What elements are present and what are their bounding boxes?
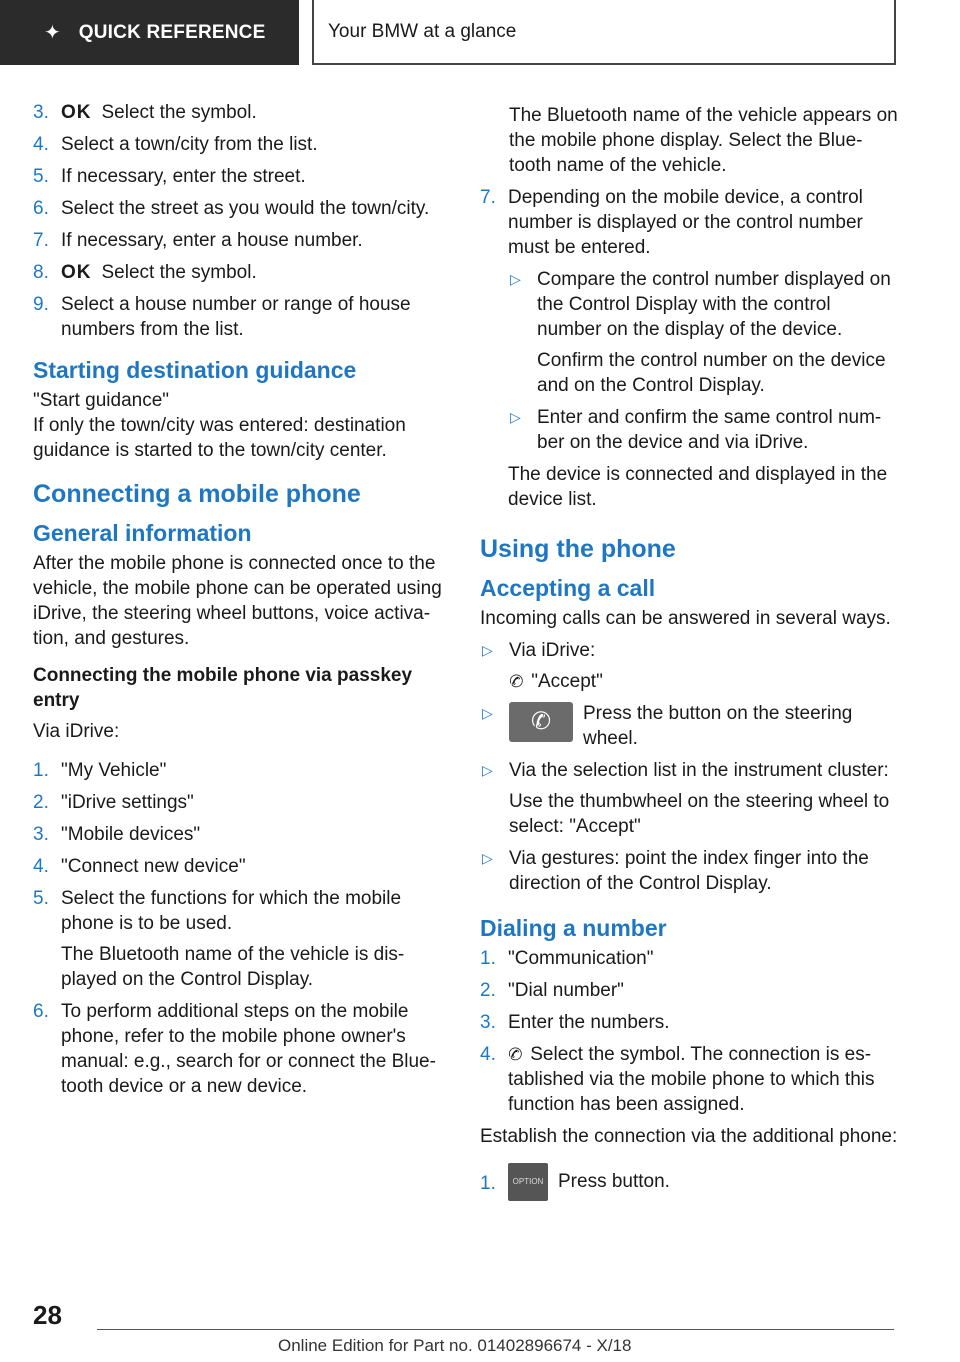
step-number: 1. xyxy=(480,1173,496,1194)
bullet-text: Via gestures: point the index finger into the direction of the Control Display. xyxy=(509,848,869,894)
list-item xyxy=(33,260,447,285)
list-item xyxy=(480,1042,900,1117)
via-idrive-label: Via iDrive: xyxy=(33,721,120,742)
list-item xyxy=(33,886,447,992)
step-number: 1. xyxy=(33,760,49,781)
bullet-item xyxy=(480,846,900,896)
list-item xyxy=(33,292,447,342)
step-number: 4. xyxy=(33,134,49,155)
list-item xyxy=(33,196,447,221)
list-item xyxy=(480,1010,900,1035)
start-quote: "Start guidance" xyxy=(33,390,170,411)
list-item xyxy=(480,1163,900,1201)
bullet-item xyxy=(508,405,900,455)
step-text: Select the functions for which the mobile phone is to be used. xyxy=(61,888,402,934)
list-item xyxy=(480,946,900,971)
step-text: "Dial number" xyxy=(508,980,624,1001)
bullet-triangle-icon: ▷ xyxy=(510,409,521,425)
bullet-triangle-icon: ▷ xyxy=(482,705,493,721)
step-number: 7. xyxy=(33,230,49,251)
right-column xyxy=(480,103,900,1208)
step-number: 3. xyxy=(33,102,49,123)
accept-intro: Incoming calls can be answered in several ways. xyxy=(480,608,891,629)
bullet-text: Via the selection list in the instrument cluster: xyxy=(509,760,889,781)
step-text: If necessary, enter the street. xyxy=(61,166,306,187)
step-number: 2. xyxy=(480,980,496,1001)
chapter-tab[interactable] xyxy=(312,0,896,65)
step-text: Select the street as you would the town/city. xyxy=(61,198,430,219)
step-text: Press button. xyxy=(558,1171,670,1193)
section-tab-label: QUICK REFERENCE xyxy=(78,21,266,43)
step-text: Select the symbol. xyxy=(101,102,257,123)
heading-general-information: General information xyxy=(33,520,252,546)
step-number: 7. xyxy=(480,187,496,208)
step-number: 3. xyxy=(33,824,49,845)
option-button-icon: OPTION xyxy=(508,1163,548,1201)
bullet-triangle-icon: ▷ xyxy=(510,271,521,287)
bullet-note: Use the thumbwheel on the steering wheel to select: "Accept" xyxy=(509,791,890,837)
step-text: If necessary, enter a house number. xyxy=(61,230,363,251)
phone-icon: ✆ xyxy=(505,1043,525,1066)
list-item xyxy=(33,854,447,879)
bullet-text: Via iDrive: xyxy=(509,640,596,661)
footer-divider xyxy=(97,1329,894,1330)
step-number: 9. xyxy=(33,294,49,315)
start-text: If only the town/city was entered: destination guidance is started to the town/city center. xyxy=(33,415,406,461)
list-item xyxy=(480,185,900,512)
bluetooth-text: The Bluetooth name of the vehicle appears on the mobile phone display. Select the Blue-tooth name of the vehicle. xyxy=(509,105,898,176)
bullet-text: Compare the control number displayed on the Control Display with the control number on the display of the device. xyxy=(537,269,891,340)
step-number: 4. xyxy=(33,856,49,877)
step-text: To perform additional steps on the mobile phone, refer to the mobile phone owner's manual: e.g., search for or connect the Blue-tooth device or a new device. xyxy=(61,1001,436,1097)
bullet-text: Press the button on the steering wheel. xyxy=(583,703,853,749)
step-number: 6. xyxy=(33,198,49,219)
bullet-note: Confirm the control number on the device and on the Control Display. xyxy=(537,350,886,396)
bullet-item xyxy=(480,758,900,839)
heading-accepting-call: Accepting a call xyxy=(480,575,656,601)
step-text: Depending on the mobile device, a control number is displayed or the control number must be entered. xyxy=(508,187,863,258)
step-text: Select a town/city from the list. xyxy=(61,134,318,155)
step-text: "My Vehicle" xyxy=(61,760,167,781)
step-text: "Mobile devices" xyxy=(61,824,201,845)
left-column xyxy=(33,100,447,1106)
list-item xyxy=(33,999,447,1099)
steering-wheel-phone-button-icon: ✆ xyxy=(509,702,573,742)
bullet-triangle-icon: ▷ xyxy=(482,850,493,866)
footer-edition: Online Edition for Part no. 01402896674 - X/18 xyxy=(278,1336,632,1355)
step-number: 3. xyxy=(480,1012,496,1033)
step-number: 5. xyxy=(33,888,49,909)
accept-quote: "Accept" xyxy=(531,671,603,692)
heading-connecting-phone: Connecting a mobile phone xyxy=(33,480,361,508)
heading-dialing-number: Dialing a number xyxy=(480,915,667,941)
bullet-triangle-icon: ▷ xyxy=(482,642,493,658)
section-tab[interactable] xyxy=(0,0,299,65)
list-item xyxy=(33,132,447,157)
heading-using-phone: Using the phone xyxy=(480,535,676,563)
general-text: After the mobile phone is connected once to the vehicle, the mobile phone can be operated using iDrive, the steering wheel buttons, voice activa-tion, and gestures. xyxy=(33,553,442,649)
ok-icon: OK xyxy=(61,102,92,123)
bullet-item xyxy=(480,638,900,694)
step-text: "iDrive settings" xyxy=(61,792,194,813)
bullet-item xyxy=(508,267,900,398)
list-item xyxy=(33,790,447,815)
phone-icon: ✆ xyxy=(506,670,526,693)
chapter-tab-label: Your BMW at a glance xyxy=(328,20,517,42)
step-note: The Bluetooth name of the vehicle is dis-played on the Control Display. xyxy=(61,944,405,990)
step-number: 1. xyxy=(480,948,496,969)
ok-icon: OK xyxy=(61,262,92,283)
bullet-text: Enter and confirm the same control num-ber on the device and via iDrive. xyxy=(537,407,882,453)
bullet-item xyxy=(480,701,900,751)
list-item xyxy=(480,978,900,1003)
step-text: Select a house number or range of house numbers from the list. xyxy=(61,294,411,340)
list-item xyxy=(33,100,447,125)
heading-passkey: Connecting the mobile phone via passkey entry xyxy=(33,665,413,711)
step-number: 6. xyxy=(33,1001,49,1022)
step-number: 8. xyxy=(33,262,49,283)
list-item xyxy=(33,228,447,253)
page-number: 28 xyxy=(33,1300,62,1330)
quick-reference-icon: ✦ xyxy=(44,22,61,44)
step-number: 5. xyxy=(33,166,49,187)
connected-text: The device is connected and displayed in the device list. xyxy=(508,464,888,510)
step-text: "Connect new device" xyxy=(61,856,246,877)
list-item xyxy=(33,758,447,783)
list-item xyxy=(33,822,447,847)
establish-text: Establish the connection via the additional phone: xyxy=(480,1126,898,1147)
step-text: "Communication" xyxy=(508,948,654,969)
step-text: Select the symbol. xyxy=(101,262,257,283)
step-number: 2. xyxy=(33,792,49,813)
bullet-triangle-icon: ▷ xyxy=(482,762,493,778)
step-number: 4. xyxy=(480,1044,496,1065)
heading-starting-guidance: Starting destination guidance xyxy=(33,357,357,383)
step-text: Select the symbol. The connection is es-tablished via the mobile phone to which this function has been assigned. xyxy=(508,1044,875,1115)
list-item xyxy=(33,164,447,189)
step-text: Enter the numbers. xyxy=(508,1012,670,1033)
